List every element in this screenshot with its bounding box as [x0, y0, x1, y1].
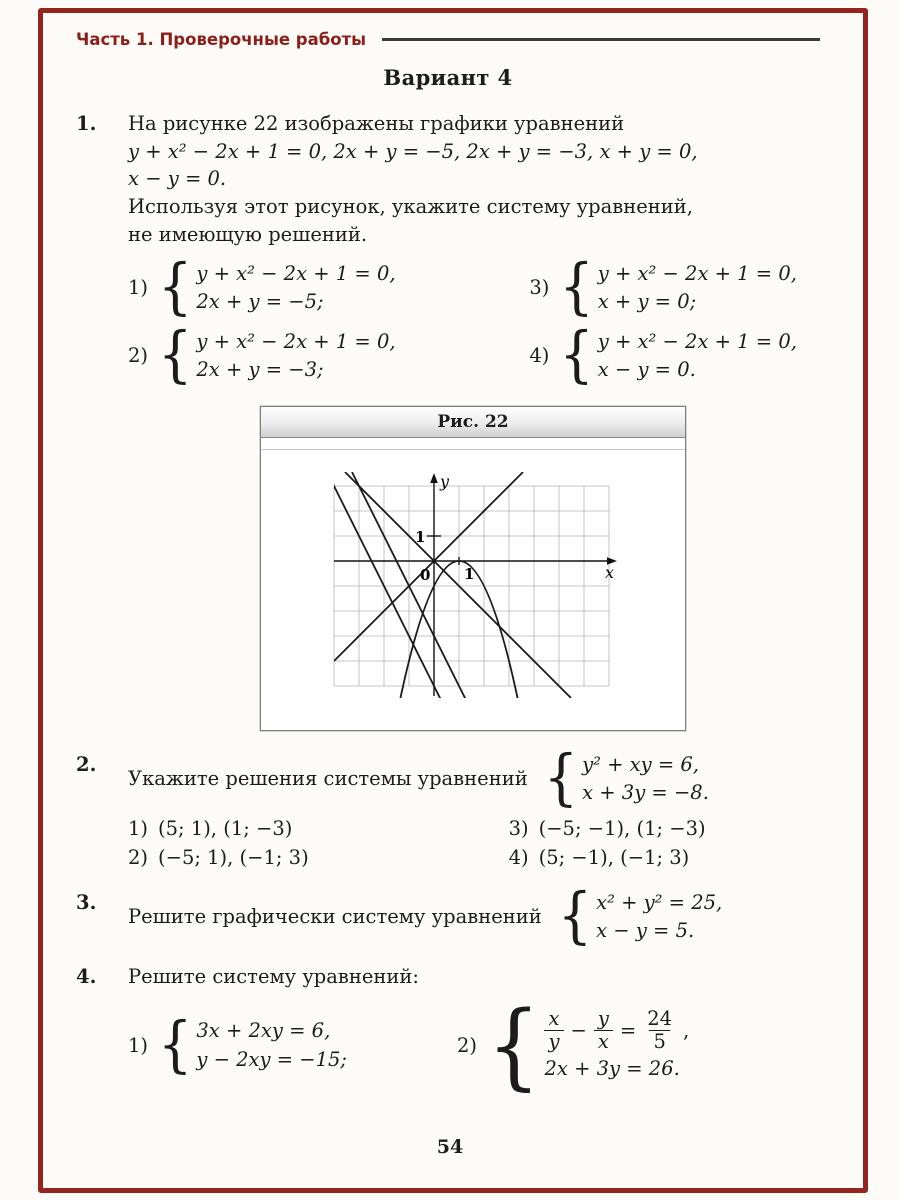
problem-3-eq-2: x − y = 5. — [596, 918, 695, 942]
fraction-numerator: 24 — [647, 1006, 673, 1030]
problem-1-answer-systems — [128, 251, 820, 391]
left-brace: { — [557, 880, 593, 952]
option-4-label: 4) — [508, 846, 529, 870]
answer-system-1 — [128, 251, 529, 323]
option-3 — [509, 817, 820, 840]
problem-2-body — [128, 742, 820, 870]
line-x-plus-y-eq-0 — [345, 472, 571, 698]
left-brace: { — [158, 1009, 193, 1080]
system-3-eq-1: y + x² − 2x + 1 = 0, — [597, 261, 797, 285]
graph-figure-22 — [324, 466, 622, 706]
problem-3-body — [128, 880, 820, 952]
problem-4-system-2-eq-1 — [544, 1006, 690, 1054]
running-header — [76, 30, 820, 49]
answer-system-4 — [529, 319, 820, 391]
problem-4-system-2-eq-2: 2x + 3y = 26. — [544, 1056, 680, 1080]
problem-2 — [76, 742, 820, 870]
problem-4-systems — [128, 990, 820, 1101]
option-2-value: (−5; 1), (−1; 3) — [158, 846, 309, 870]
system-2-eq-2: 2x + y = −3; — [196, 357, 324, 381]
problem-4-number: 4. — [76, 965, 97, 989]
fraction-numerator: x — [548, 1006, 560, 1030]
option-4 — [509, 846, 820, 869]
left-brace: { — [158, 251, 193, 323]
problem-2-system — [543, 742, 709, 814]
y-tick-label: 1 — [415, 528, 426, 547]
grid-lines — [334, 486, 609, 686]
problem-4 — [76, 963, 820, 1101]
line-2x-plus-y-eq-minus3 — [352, 472, 467, 702]
page-number: 54 — [436, 1136, 464, 1158]
left-brace: { — [559, 319, 594, 391]
system-1-eq-2: 2x + y = −5; — [196, 289, 324, 313]
left-brace: { — [487, 990, 541, 1101]
answer-system-3-label: 3) — [529, 275, 550, 299]
fraction-denominator: x — [594, 1030, 613, 1052]
problem-4-text: Решите систему уравнений: — [128, 965, 419, 989]
problem-4-system-2 — [457, 990, 690, 1101]
figure-22 — [260, 406, 686, 731]
answer-system-4-label: 4) — [529, 343, 550, 367]
problem-3-eq-1: x² + y² = 25, — [596, 890, 723, 914]
left-brace: { — [543, 742, 579, 814]
problem-4-system-1-label: 1) — [128, 1033, 149, 1057]
x-tick-label: 1 — [464, 565, 475, 584]
figure-title-strip — [261, 438, 685, 450]
system-3-eq-2: x + y = 0; — [597, 289, 697, 313]
option-1 — [128, 817, 509, 840]
problem-1-equations-line1: y + x² − 2x + 1 = 0, 2x + y = −5, 2x + y = −3, x + y = 0, — [128, 139, 698, 163]
problem-4-body — [128, 963, 820, 1101]
option-2 — [128, 846, 509, 869]
section-header: Часть 1. Проверочные работы — [76, 30, 367, 49]
figure-body — [261, 450, 685, 730]
variant-title: Вариант 4 — [383, 65, 513, 90]
fraction-y-over-x — [594, 1006, 613, 1054]
problem-4-system-1-eq-1: 3x + 2xy = 6, — [196, 1019, 331, 1043]
system-4-eq-2: x − y = 0. — [597, 357, 696, 381]
problem-1-number: 1. — [76, 112, 97, 135]
problem-2-eq-1: y² + xy = 6, — [582, 752, 699, 776]
problem-2-eq-2: x + 3y = −8. — [582, 780, 709, 804]
left-brace: { — [559, 251, 594, 323]
problem-1-body — [128, 110, 820, 391]
problem-1-equations-line2: x − y = 0. — [128, 167, 227, 191]
system-1-eq-1: y + x² − 2x + 1 = 0, — [196, 261, 396, 285]
line-2x-plus-y-eq-minus5 — [327, 472, 442, 702]
answer-system-3 — [529, 251, 820, 323]
left-brace: { — [158, 319, 193, 391]
option-3-value: (−5; −1), (1; −3) — [538, 817, 706, 841]
problem-3-system — [557, 880, 723, 952]
system-2-eq-1: y + x² − 2x + 1 = 0, — [196, 329, 396, 353]
problem-2-options — [128, 817, 820, 869]
option-1-value: (5; 1), (1; −3) — [158, 817, 293, 841]
option-2-label: 2) — [128, 846, 149, 870]
system-4-eq-1: y + x² − 2x + 1 = 0, — [597, 329, 797, 353]
problem-1-intro: На рисунке 22 изображены графики уравнений — [128, 112, 625, 135]
y-axis-arrow — [430, 473, 438, 483]
fraction-numerator: y — [597, 1006, 609, 1030]
answer-system-2-label: 2) — [128, 343, 149, 367]
answer-system-1-label: 1) — [128, 275, 149, 299]
comma: , — [683, 1019, 690, 1043]
equals-sign: = — [619, 1019, 637, 1043]
header-rule — [382, 38, 820, 41]
problem-1-instruction-line1: Используя этот рисунок, укажите систему уравнений, — [128, 195, 693, 219]
fraction-24-over-5 — [643, 1006, 676, 1054]
problem-1 — [76, 110, 820, 391]
problem-2-number: 2. — [76, 753, 97, 777]
problem-3-number: 3. — [76, 891, 97, 915]
y-axis-label: y — [440, 472, 450, 492]
option-3-label: 3) — [508, 817, 529, 841]
minus-sign: − — [570, 1019, 587, 1043]
problem-3 — [76, 880, 820, 952]
fraction-denominator: y — [544, 1030, 563, 1052]
option-1-label: 1) — [128, 817, 149, 841]
fraction-denominator: 5 — [649, 1030, 669, 1052]
problem-4-system-2-label: 2) — [457, 1033, 478, 1057]
problem-4-system-1-eq-2: y − 2xy = −15; — [196, 1047, 348, 1071]
origin-label: 0 — [420, 566, 431, 585]
problem-1-instruction-line2: не имеющую решений. — [128, 222, 368, 246]
page-content — [76, 30, 820, 1101]
problem-3-text: Решите графически систему уравнений — [128, 904, 542, 928]
option-4-value: (5; −1), (−1; 3) — [538, 846, 690, 870]
fraction-x-over-y — [544, 1006, 563, 1054]
problem-4-system-1 — [128, 1009, 348, 1080]
figure-caption: Рис. 22 — [261, 407, 685, 438]
problem-2-text: Укажите решения системы уравнений — [128, 766, 528, 790]
x-axis-label: x — [605, 563, 615, 583]
answer-system-2 — [128, 319, 529, 391]
